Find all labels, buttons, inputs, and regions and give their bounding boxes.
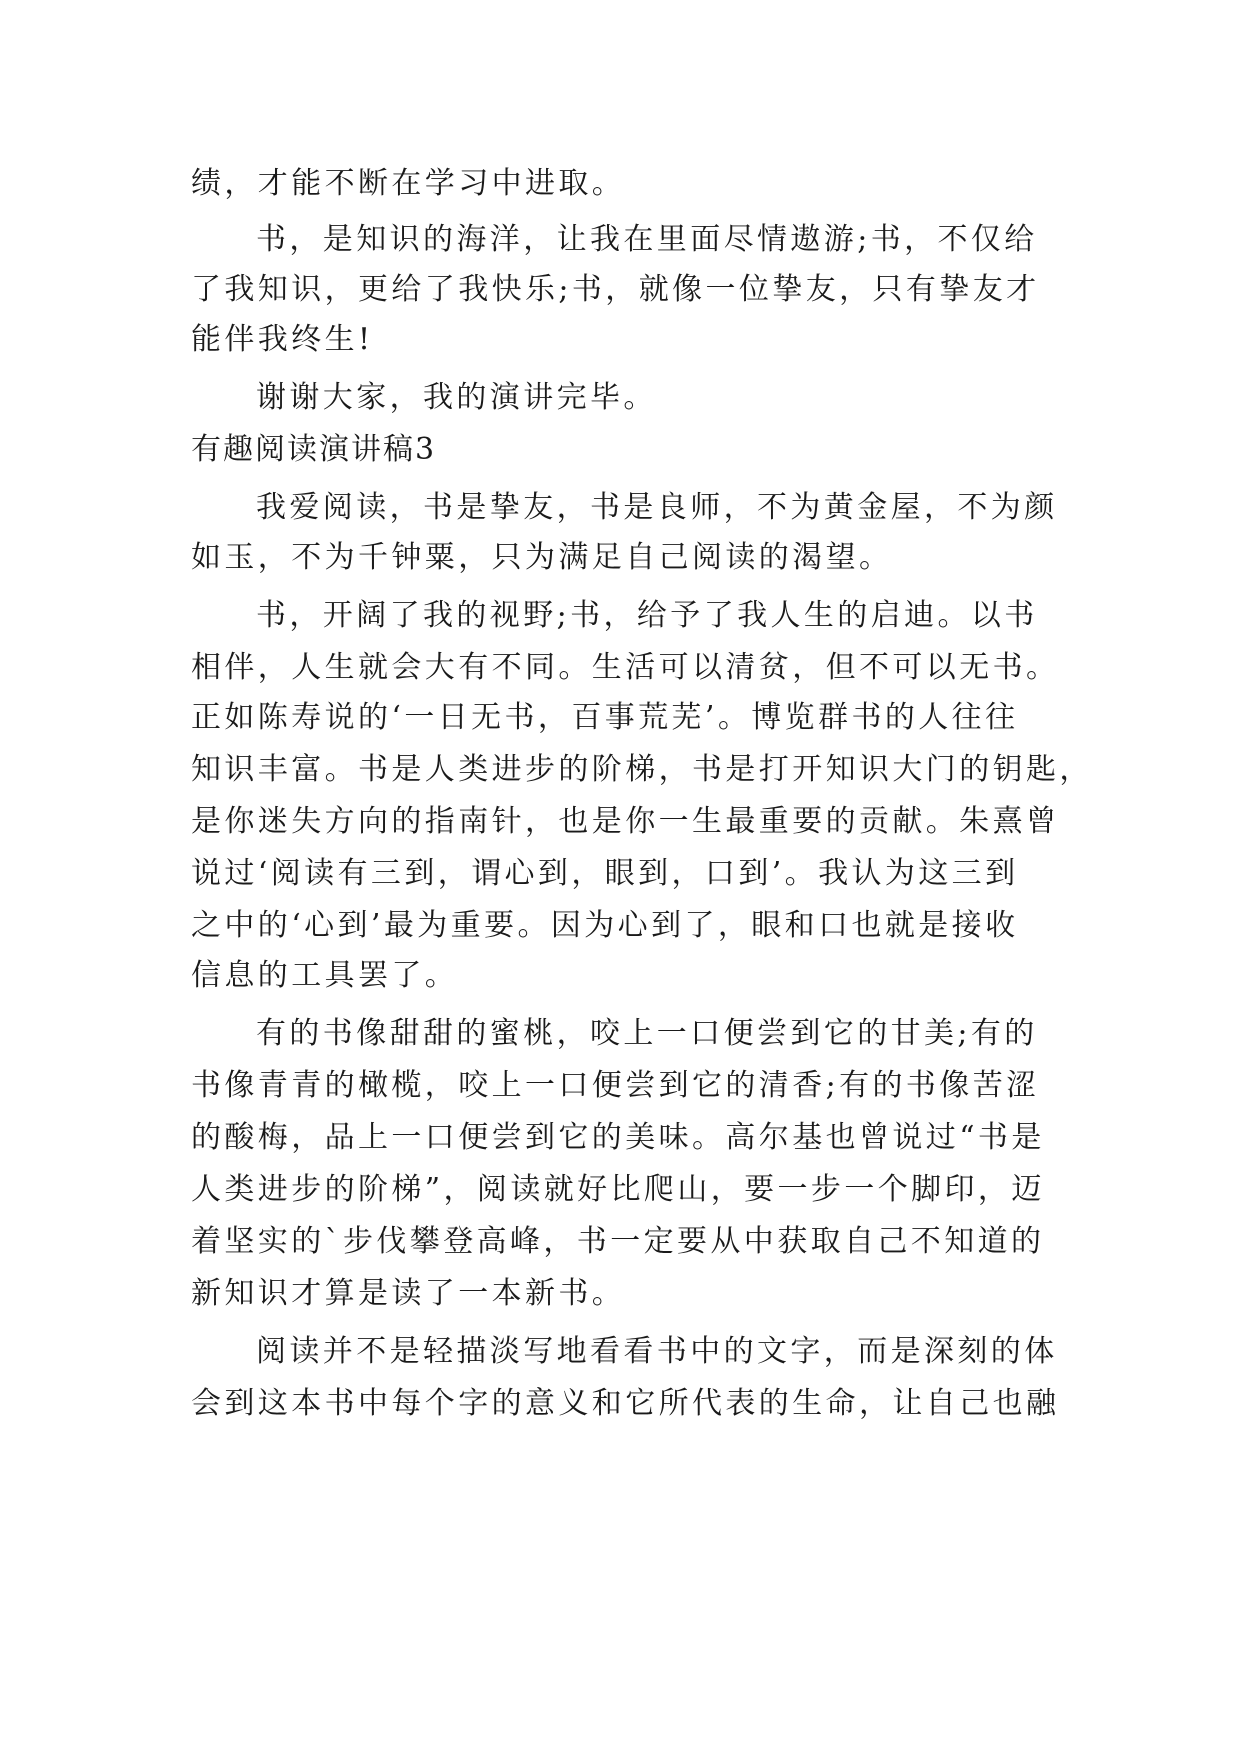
text-line: 知识丰富。书是人类进步的阶梯，书是打开知识大门的钥匙，	[191, 752, 1093, 787]
section-heading: 有趣阅读演讲稿3	[191, 432, 437, 467]
text-line: 信息的工具罢了。	[191, 958, 459, 993]
text-line: 是你迷失方向的指南针，也是你一生最重要的贡献。朱熹曾	[191, 804, 1060, 839]
text-line: 的酸梅，品上一口便尝到它的美味。高尔基也曾说过“书是	[191, 1120, 1045, 1155]
paragraph-first-line: 有的书像甜甜的蜜桃，咬上一口便尝到它的甘美;有的	[256, 1016, 1038, 1051]
paragraph-first-line: 阅读并不是轻描淡写地看看书中的文字，而是深刻的体	[256, 1334, 1058, 1369]
text-line: 说过‘阅读有三到，谓心到，眼到，口到’。我认为这三到	[191, 856, 1019, 891]
text-line: 会到这本书中每个字的意义和它所代表的生命，让自己也融	[191, 1386, 1060, 1421]
text-line: 相伴，人生就会大有不同。生活可以清贫，但不可以无书。	[191, 650, 1060, 685]
paragraph-first-line: 书，是知识的海洋，让我在里面尽情遨游;书，不仅给	[256, 222, 1038, 257]
text-line: 了我知识，更给了我快乐;书，就像一位挚友，只有挚友才	[191, 272, 1040, 307]
paragraph-first-line: 谢谢大家，我的演讲完毕。	[256, 380, 657, 415]
text-line: 正如陈寿说的‘一日无书，百事荒芜’。博览群书的人往往	[191, 700, 1019, 735]
text-line: 如玉，不为千钟粟，只为满足自己阅读的渴望。	[191, 540, 893, 575]
text-line: 人类进步的阶梯”，阅读就好比爬山，要一步一个脚印，迈	[191, 1172, 1045, 1207]
text-line: 书像青青的橄榄，咬上一口便尝到它的清香;有的书像苦涩	[191, 1068, 1040, 1103]
text-line: 能伴我终生!	[191, 322, 374, 357]
paragraph-first-line: 书，开阔了我的视野;书，给予了我人生的启迪。以书	[256, 598, 1038, 633]
paragraph-first-line: 我爱阅读，书是挚友，书是良师，不为黄金屋，不为颜	[256, 490, 1058, 525]
text-line: 新知识才算是读了一本新书。	[191, 1276, 626, 1311]
text-line: 绩，才能不断在学习中进取。	[191, 166, 626, 201]
text-line: 之中的‘心到’最为重要。因为心到了，眼和口也就是接收	[191, 908, 1019, 943]
text-line: 着坚实的`步伐攀登高峰，书一定要从中获取自己不知道的	[191, 1224, 1045, 1259]
